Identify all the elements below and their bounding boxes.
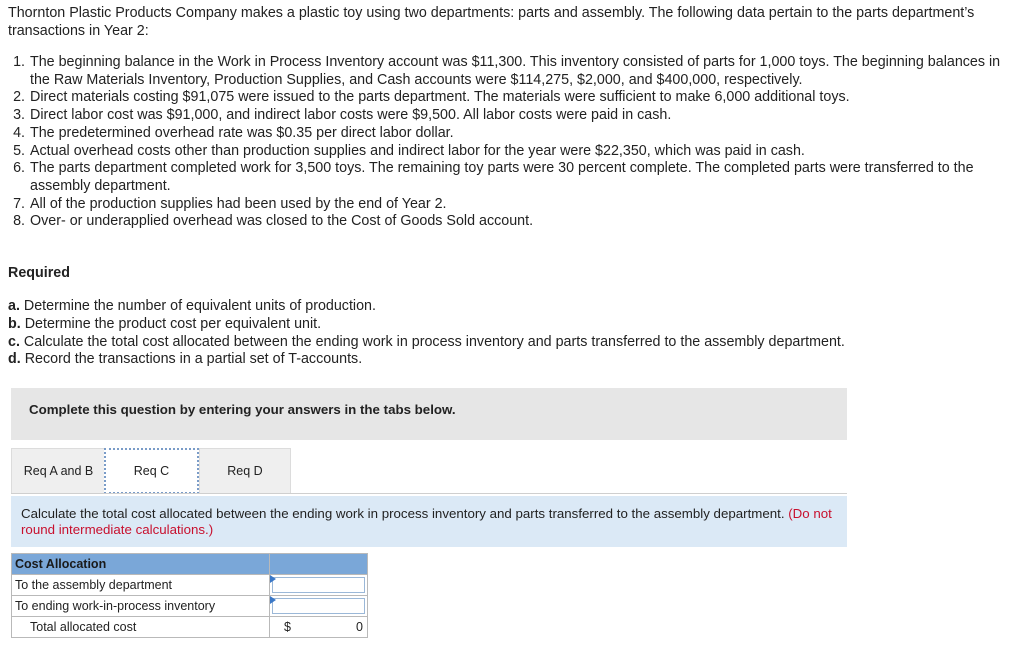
list-item — [8, 125, 1008, 143]
required-part-c — [8, 334, 1008, 352]
instruction-text: Complete this question by entering your answers in the tabs below. — [29, 402, 456, 417]
required-part-d — [8, 351, 1008, 369]
question-note: (Do not round intermediate calculations.) — [21, 506, 832, 537]
row-label-assembly: To the assembly department — [12, 575, 270, 596]
tab-req-a-and-b[interactable]: Req A and B — [11, 448, 105, 494]
instruction-panel — [11, 388, 847, 440]
required-part-b — [8, 316, 1008, 334]
item-text: Over- or underapplied overhead was closed to the Cost of Goods Sold account. — [30, 213, 534, 230]
item-number: 8. — [13, 213, 25, 230]
row-label-total: Total allocated cost — [12, 617, 270, 638]
ending-wip-amount-input[interactable] — [272, 598, 365, 614]
item-number: 1. — [13, 54, 25, 70]
item-number: 3. — [13, 107, 25, 124]
list-item — [8, 54, 1008, 89]
total-amount-cell — [270, 617, 368, 638]
cost-allocation-table — [11, 553, 368, 638]
item-number: 5. — [13, 142, 25, 159]
part-text: Determine the number of equivalent units of production. — [19, 298, 376, 314]
part-text: Calculate the total cost allocated between the ending work in process inventory and parts transferred to the assembly department. — [19, 333, 845, 350]
question-panel — [11, 496, 847, 547]
table-header: Cost Allocation — [12, 554, 270, 575]
item-number: 7. — [13, 195, 25, 212]
list-item — [8, 107, 1008, 125]
list-item — [8, 196, 1008, 214]
assembly-amount-input[interactable] — [272, 577, 365, 593]
problem-intro: Thornton Plastic Products Company makes a plastic toy using two departments: parts and assembly. The following data pertain to the parts department’s transactions in Year 2: — [8, 5, 975, 39]
part-letter: c. — [8, 333, 20, 350]
list-item — [8, 89, 1008, 107]
currency-symbol: $ — [284, 620, 291, 634]
item-text: Direct materials costing $91,075 were issued to the parts department. The materials were sufficient to make 6,000 additional toys. — [30, 89, 850, 106]
total-value: 0 — [356, 620, 363, 634]
part-letter: a. — [8, 298, 20, 314]
ending-wip-amount-cell — [270, 596, 368, 617]
item-text: Actual overhead costs other than production supplies and indirect labor for the year were $22,350, which was paid in cash. — [30, 142, 805, 159]
tab-req-c[interactable]: Req C — [104, 448, 199, 494]
item-text: All of the production supplies had been used by the end of Year 2. — [30, 195, 447, 212]
part-letter: d. — [8, 351, 21, 368]
input-marker-icon — [270, 575, 276, 583]
required-heading: Required — [8, 265, 70, 281]
part-letter: b. — [8, 315, 21, 332]
assembly-amount-cell — [270, 575, 368, 596]
part-text: Determine the product cost per equivalent unit. — [20, 315, 322, 332]
tab-divider — [11, 493, 847, 494]
list-item — [8, 213, 1008, 231]
row-label-ending-wip: To ending work-in-process inventory — [12, 596, 270, 617]
list-item — [8, 160, 1008, 195]
required-part-a — [8, 298, 1008, 316]
question-text: Calculate the total cost allocated between the ending work in process inventory and parts transferred to the assembly department. — [21, 506, 785, 521]
table-header-blank — [270, 554, 368, 575]
item-text: The parts department completed work for 3,500 toys. The remaining toy parts were 30 percent complete. The completed parts were transferred to the assembly department. — [30, 160, 974, 194]
item-text: The predetermined overhead rate was $0.35 per direct labor dollar. — [30, 124, 454, 141]
input-marker-icon — [270, 596, 276, 604]
list-item — [8, 143, 1008, 161]
part-text: Record the transactions in a partial set of T-accounts. — [20, 351, 363, 368]
item-number: 4. — [13, 124, 25, 141]
item-text: Direct labor cost was $91,000, and indirect labor costs were $9,500. All labor costs were paid in cash. — [30, 107, 672, 124]
item-number: 6. — [13, 160, 25, 177]
item-text: The beginning balance in the Work in Process Inventory account was $11,300. This inventory consisted of parts for 1,000 toys. The beginning balances in the Raw Materials Inventory, Production Supplies, and Cash accounts were $114,275, $2,000, and $400,000, respectively. — [30, 54, 1001, 88]
tab-req-d[interactable]: Req D — [199, 448, 291, 494]
required-parts — [8, 298, 1008, 369]
item-number: 2. — [13, 89, 25, 106]
transaction-list — [8, 54, 1008, 231]
